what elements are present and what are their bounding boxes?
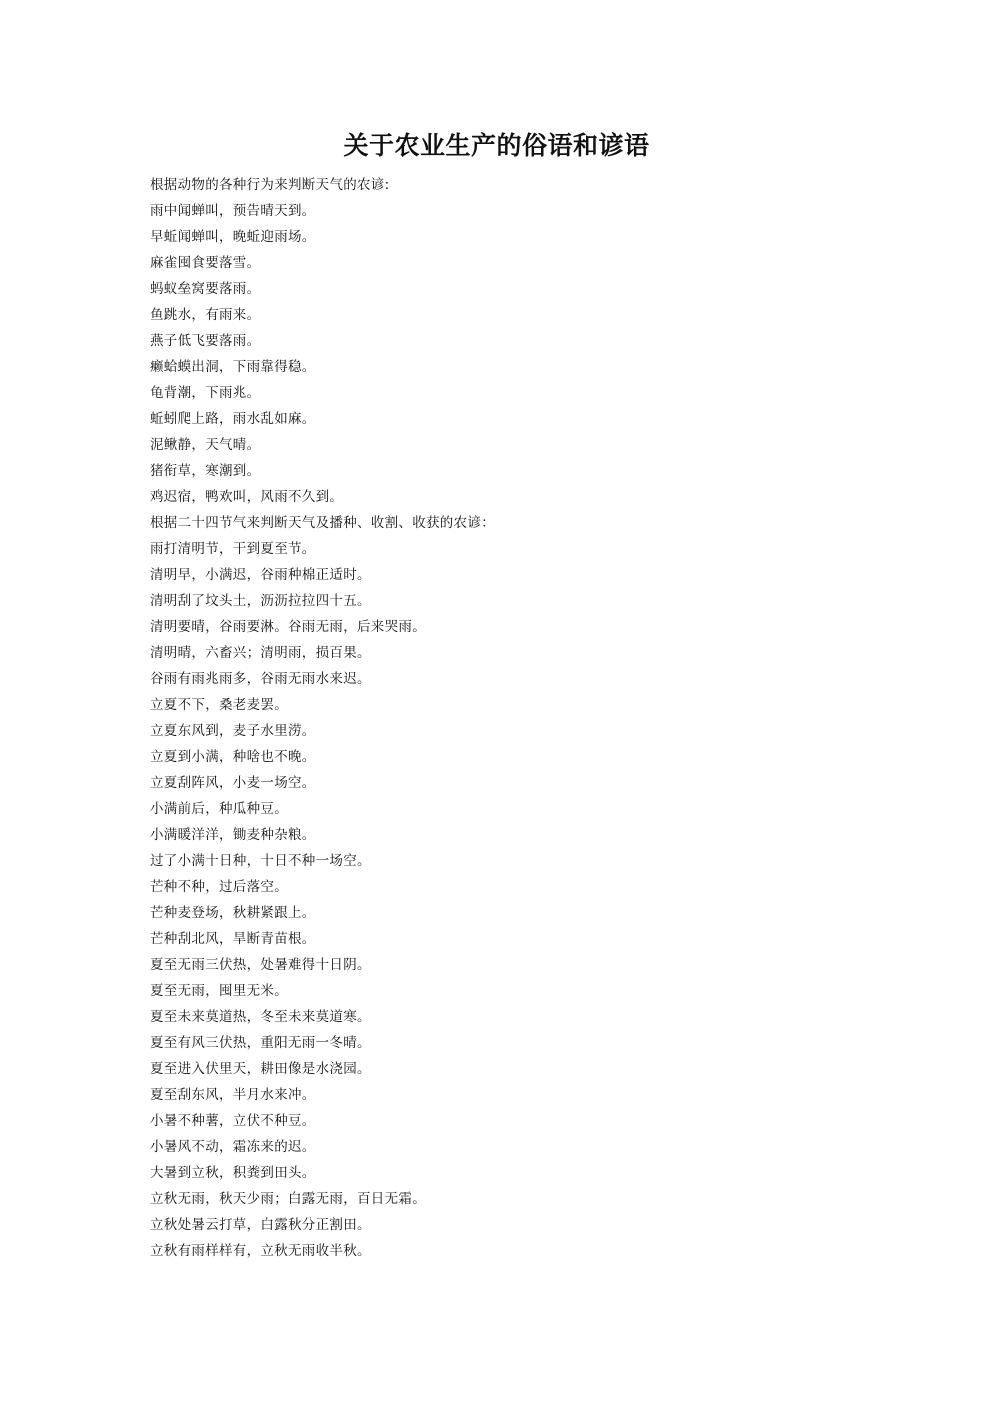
proverb-line: 夏至刮东风，半月水来冲。 <box>150 1087 316 1103</box>
proverb-line: 立夏东风到，麦子水里涝。 <box>150 723 316 739</box>
proverb-line: 谷雨有雨兆雨多，谷雨无雨水来迟。 <box>150 671 371 687</box>
proverb-line: 泥鳅静，天气晴。 <box>150 437 261 453</box>
proverb-line: 夏至无雨，囤里无米。 <box>150 983 288 999</box>
section-heading: 根据动物的各种行为来判断天气的农谚: <box>150 177 390 193</box>
proverb-line: 夏至进入伏里天，耕田像是水浇园。 <box>150 1061 371 1077</box>
proverb-line: 蚂蚁垒窝要落雨。 <box>150 281 261 297</box>
section-heading: 根据二十四节气来判断天气及播种、收割、收获的农谚： <box>150 515 495 531</box>
proverb-line: 早蚯闻蝉叫，晚蚯迎雨场。 <box>150 229 316 245</box>
proverb-line: 小满暖洋洋，锄麦种杂粮。 <box>150 827 316 843</box>
proverb-line: 夏至有风三伏热，重阳无雨一冬晴。 <box>150 1035 371 1051</box>
proverb-line: 芒种麦登场，秋耕紧跟上。 <box>150 905 316 921</box>
proverb-line: 夏至未来莫道热，冬至未来莫道寒。 <box>150 1009 371 1025</box>
proverb-line: 猪衔草，寒潮到。 <box>150 463 261 479</box>
proverb-line: 雨打清明节，干到夏至节。 <box>150 541 316 557</box>
proverb-line: 小暑不种薯，立伏不种豆。 <box>150 1113 316 1129</box>
proverb-line: 夏至无雨三伏热，处暑难得十日阴。 <box>150 957 371 973</box>
proverb-line: 小暑风不动，霜冻来的迟。 <box>150 1139 316 1155</box>
proverb-line: 立夏不下，桑老麦罢。 <box>150 697 288 713</box>
proverb-line: 立夏刮阵风，小麦一场空。 <box>150 775 316 791</box>
proverb-line: 清明要晴，谷雨要淋。谷雨无雨，后来哭雨。 <box>150 619 426 635</box>
proverb-line: 麻雀囤食要落雪。 <box>150 255 261 271</box>
proverb-line: 清明早，小满迟，谷雨种棉正适时。 <box>150 567 371 583</box>
proverb-line: 龟背潮，下雨兆。 <box>150 385 261 401</box>
proverb-line: 立夏到小满，种啥也不晚。 <box>150 749 316 765</box>
proverb-line: 过了小满十日种，十日不种一场空。 <box>150 853 371 869</box>
proverb-line: 立秋无雨，秋天少雨；白露无雨，百日无霜。 <box>150 1191 426 1207</box>
proverb-line: 鱼跳水，有雨来。 <box>150 307 261 323</box>
proverb-line: 芒种不种，过后落空。 <box>150 879 288 895</box>
proverb-list <box>150 172 850 1264</box>
proverb-line: 蚯蚓爬上路，雨水乱如麻。 <box>150 411 316 427</box>
proverb-line: 立秋有雨样样有，立秋无雨收半秋。 <box>150 1243 371 1259</box>
proverb-line: 癞蛤蟆出洞，下雨靠得稳。 <box>150 359 316 375</box>
proverb-line: 小满前后，种瓜种豆。 <box>150 801 288 817</box>
proverb-line: 芒种刮北风，旱断青苗根。 <box>150 931 316 947</box>
document-title: 关于农业生产的俗语和谚语 <box>343 131 650 160</box>
proverb-line: 鸡迟宿，鸭欢叫，风雨不久到。 <box>150 489 344 505</box>
proverb-line: 大暑到立秋，积粪到田头。 <box>150 1165 316 1181</box>
proverb-line: 清明刮了坟头土，沥沥拉拉四十五。 <box>150 593 371 609</box>
proverb-line: 清明晴，六畜兴；清明雨，损百果。 <box>150 645 371 661</box>
proverb-line: 燕子低飞要落雨。 <box>150 333 261 349</box>
proverb-line: 立秋处暑云打草，白露秋分正割田。 <box>150 1217 371 1233</box>
proverb-line: 雨中闻蝉叫，预告晴天到。 <box>150 203 316 219</box>
